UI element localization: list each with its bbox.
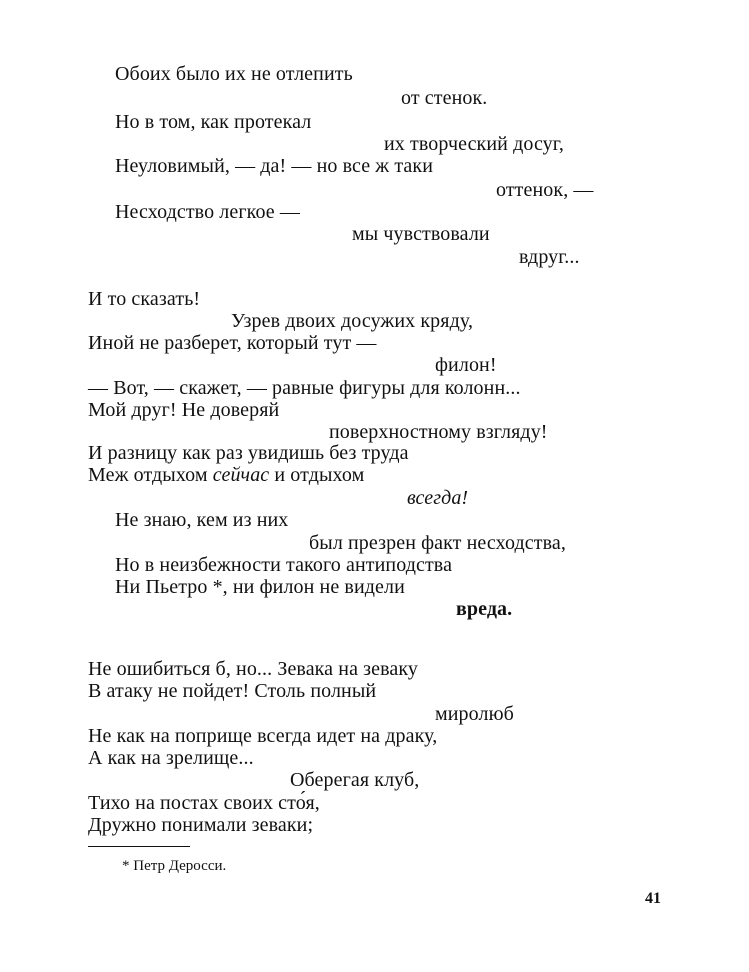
poem-line: И разницу как раз увидишь без труда — [88, 442, 409, 464]
poem-line: мы чувствовали — [352, 223, 490, 245]
poem-line: Неуловимый, — да! — но все ж таки — [115, 155, 434, 177]
poem-line: Не как на поприще всегда идет на драку, — [88, 725, 438, 747]
poem-line — [88, 463, 364, 487]
poem-line: Иной не разберет, который тут — — [88, 332, 377, 354]
poem-line: В атаку не пойдет! Столь полный — [88, 680, 377, 702]
poem-line: Дружно понимали зеваки; — [88, 814, 314, 836]
poem-line: А как на зрелище... — [88, 747, 254, 769]
poem-line: Не знаю, кем из них — [115, 509, 289, 531]
line-text: Меж отдыхом — [88, 464, 213, 486]
line-text: и отдыхом — [269, 464, 365, 486]
poem-line: их творческий досуг, — [384, 133, 564, 155]
poem-line: поверхностному взгляду! — [329, 421, 548, 443]
page-number: 41 — [645, 890, 661, 907]
poem-line: Ни Пьетро *, ни филон не видели — [115, 576, 405, 598]
italic-word: сейчас — [212, 464, 270, 486]
footnote-rule — [88, 846, 190, 847]
poem-line: Но в неизбежности такого антиподства — [115, 554, 453, 576]
poem-line: Мой друг! Не доверяй — [88, 399, 280, 421]
poem-line: от стенок. — [401, 87, 488, 109]
poem-line: Тихо на постах своих сто́я, — [88, 792, 320, 814]
poem-line: Несходство легкое — — [115, 201, 300, 223]
poem-line: вдруг... — [519, 246, 580, 268]
poem-line: миролюб — [435, 703, 514, 725]
poem-line: всегда! — [407, 487, 469, 509]
poem-line: Оберегая клуб, — [290, 769, 420, 791]
poem-line: был презрен факт несходства, — [309, 532, 566, 554]
poem-line: филон! — [435, 354, 497, 376]
poem-line: Узрев двоих досужих кряду, — [231, 310, 474, 332]
poem-line: Но в том, как протекал — [115, 111, 312, 133]
poem-line: Обоих было их не отлепить — [115, 63, 353, 85]
footnote: * Петр Деросси. — [122, 858, 227, 874]
poem-line: оттенок, — — [496, 179, 594, 201]
poem-line: вреда. — [456, 598, 513, 620]
poem-line: Не ошибиться б, но... Зевака на зеваку — [88, 658, 419, 680]
poem-line: И то сказать! — [88, 288, 201, 310]
poem-line: — Вот, — скажет, — равные фигуры для колонн... — [88, 377, 521, 399]
